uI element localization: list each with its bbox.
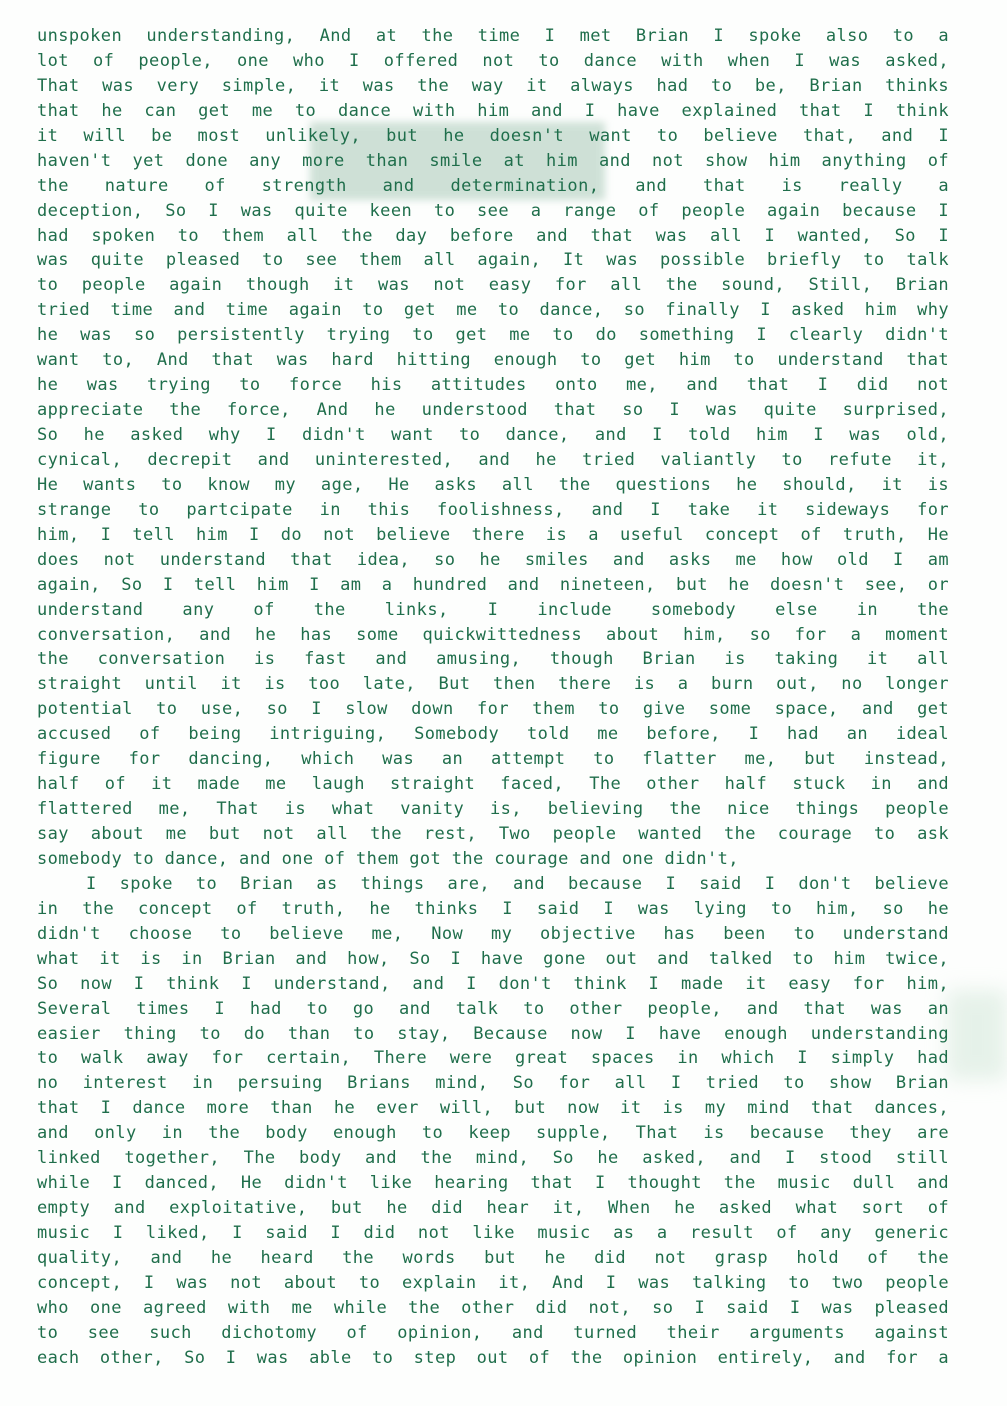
- text-line: flattered me, That is what vanity is, believing the nice things people: [37, 799, 949, 820]
- text-line: say about me but not all the rest, Two people wanted the courage to ask: [37, 824, 949, 844]
- text-line: to people again though it was not easy for all the sound, Still, Brian: [37, 275, 949, 296]
- text-line: while I danced, He didn't like hearing that I thought the music dull and: [37, 1173, 949, 1194]
- text-line: unspoken understanding, And at the time I met Brian I spoke also to a: [37, 26, 949, 46]
- text-line: in the concept of truth, he thinks I said I was lying to him, so he: [37, 898, 949, 919]
- text-line: That was very simple, it was the way it always had to be, Brian thinks: [37, 75, 949, 96]
- text-line: empty and exploitative, but he did hear it, When he asked what sort of: [37, 1198, 949, 1219]
- text-line: didn't choose to believe me, Now my objective has been to understand: [37, 923, 949, 944]
- text-line: what it is in Brian and how, So I have gone out and talked to him twice,: [37, 948, 949, 969]
- text-line: each other, So I was able to step out of the opinion entirely, and for a: [37, 1347, 949, 1368]
- text-line: again, So I tell him I am a hundred and nineteen, but he doesn't see, or: [37, 574, 949, 595]
- text-line: music I liked, I said I did not like music as a result of any generic: [37, 1223, 949, 1243]
- text-line: tried time and time again to get me to dance, so finally I asked him why: [37, 300, 949, 321]
- text-line: to see such dichotomy of opinion, and turned their arguments against: [37, 1322, 949, 1343]
- paper-stain: [947, 990, 1007, 1080]
- text-line: does not understand that idea, so he smiles and asks me how old I am: [37, 549, 949, 570]
- text-line: conversation, and he has some quickwittedness about him, so for a moment: [37, 624, 949, 645]
- text-line: was quite pleased to see them all again, It was possible briefly to talk: [37, 250, 949, 271]
- text-line: and only in the body enough to keep supple, That is because they are: [37, 1123, 949, 1144]
- text-line: quality, and he heard the words but he did not grasp hold of the: [37, 1247, 949, 1268]
- text-line: cynical, decrepit and uninterested, and he tried valiantly to refute it,: [37, 449, 949, 470]
- text-line: he was trying to force his attitudes onto me, and that I did not: [37, 375, 949, 396]
- text-line: understand any of the links, I include somebody else in the: [37, 599, 949, 620]
- text-line: haven't yet done any more than smile at him and not show him anything of: [37, 150, 949, 171]
- text-line: appreciate the force, And he understood that so I was quite surprised,: [37, 400, 949, 421]
- text-line: potential to use, so I slow down for them to give some space, and get: [37, 699, 949, 720]
- text-line: who one agreed with me while the other did not, so I said I was pleased: [37, 1297, 949, 1318]
- text-line: that he can get me to dance with him and I have explained that I think: [37, 100, 949, 121]
- text-line: the nature of strength and determination, and that is really a: [37, 175, 949, 196]
- text-line: deception, So I was quite keen to see a range of people again because I: [37, 200, 949, 221]
- text-line: easier thing to do than to stay, Because now I have enough understanding: [37, 1023, 949, 1044]
- text-line: So he asked why I didn't want to dance, and I told him I was old,: [37, 425, 949, 445]
- text-line: to walk away for certain, There were great spaces in which I simply had: [37, 1048, 949, 1069]
- text-line: Several times I had to go and talk to other people, and that was an: [37, 998, 949, 1019]
- text-line: no interest in persuing Brians mind, So for all I tried to show Brian: [37, 1073, 949, 1094]
- text-line: linked together, The body and the mind, So he asked, and I stood still: [37, 1148, 949, 1169]
- text-line: the conversation is fast and amusing, though Brian is taking it all: [37, 649, 949, 670]
- text-line: He wants to know my age, He asks all the questions he should, it is: [37, 474, 949, 495]
- text-line: half of it made me laugh straight faced, The other half stuck in and: [37, 774, 949, 795]
- text-line: had spoken to them all the day before and that was all I wanted, So I: [37, 225, 949, 246]
- text-line: somebody to dance, and one of them got the courage and one didn't,: [37, 848, 739, 869]
- text-line: that I dance more than he ever will, but now it is my mind that dances,: [37, 1098, 949, 1119]
- text-line: accused of being intriguing, Somebody told me before, I had an ideal: [37, 724, 949, 745]
- text-line: straight until it is too late, But then there is a burn out, no longer: [37, 674, 949, 695]
- text-line: figure for dancing, which was an attempt to flatter me, but instead,: [37, 749, 949, 770]
- text-line: concept, I was not about to explain it, And I was talking to two people: [37, 1272, 949, 1293]
- text-line: I spoke to Brian as things are, and because I said I don't believe: [86, 873, 949, 894]
- text-line: he was so persistently trying to get me to do something I clearly didn't: [37, 325, 949, 346]
- text-line: him, I tell him I do not believe there is a useful concept of truth, He: [37, 524, 949, 545]
- text-line: want to, And that was hard hitting enough to get him to understand that: [37, 350, 949, 371]
- text-line: strange to partcipate in this foolishness, and I take it sideways for: [37, 499, 949, 520]
- text-line: lot of people, one who I offered not to dance with when I was asked,: [37, 50, 949, 71]
- text-line: it will be most unlikely, but he doesn't want to believe that, and I: [37, 125, 949, 146]
- text-line: So now I think I understand, and I don't think I made it easy for him,: [37, 973, 949, 994]
- typewritten-text: [37, 24, 949, 1371]
